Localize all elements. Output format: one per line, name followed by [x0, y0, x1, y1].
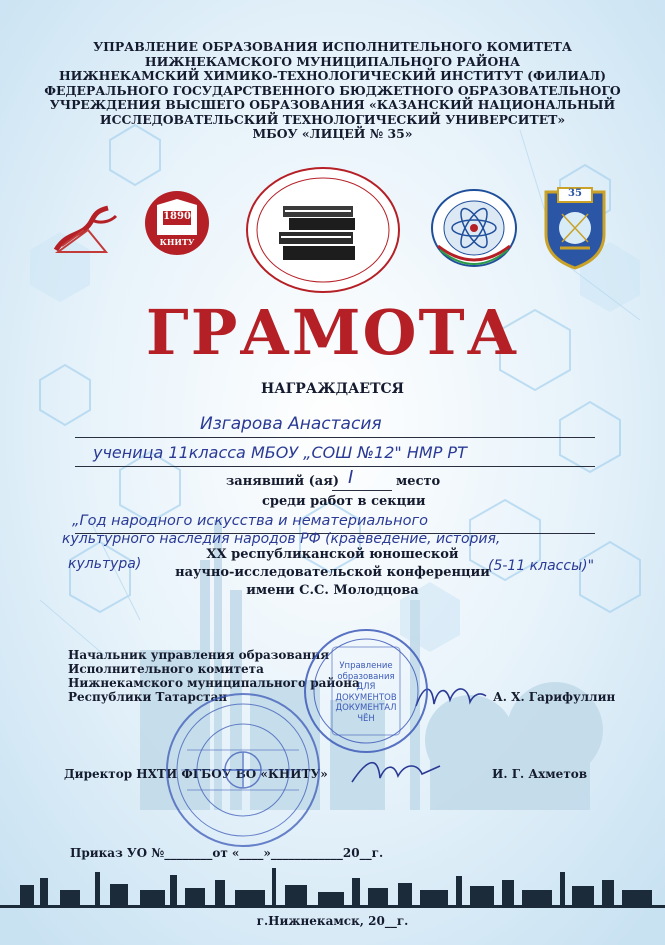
lyceum-logo: [540, 184, 610, 270]
books-icon: [279, 206, 355, 260]
awarded-label: НАГРАЖДАЕТСЯ: [260, 381, 405, 397]
stamp-line: ДЛЯ: [356, 682, 376, 692]
knitu-logo: [143, 189, 211, 257]
place-prefix: занявший (ая): [226, 474, 339, 489]
education-department-logo: [48, 190, 123, 260]
name-underline: [75, 437, 595, 438]
issuer-header: [20, 40, 645, 142]
knitu-year: 1890: [163, 211, 191, 222]
header-line: УПРАВЛЕНИЕ ОБРАЗОВАНИЯ ИСПОЛНИТЕЛЬНОГО КОМИТЕТА: [93, 39, 572, 54]
knitu-name: КНИТУ: [159, 237, 195, 247]
header-line: ФЕДЕРАЛЬНОГО ГОСУДАРСТВЕННОГО БЮДЖЕТНОГО ОБРАЗОВАТЕЛЬНОГО: [44, 82, 621, 98]
chemistry-institute-logo: [430, 188, 518, 268]
lyceum-number: 35: [568, 188, 582, 199]
stamp-line: Управление: [339, 661, 393, 671]
conference-line-3: имени С.С. Молодцова: [246, 583, 419, 598]
stamp-line: ДОКУМЕНТОВ: [335, 692, 397, 703]
conference-logo: [243, 166, 403, 294]
conference-line-1: XX республиканской юношеской: [206, 547, 459, 562]
position-line: Республики Татарстан: [68, 690, 228, 704]
section-label: среди работ в секции: [262, 494, 426, 509]
signature-2: [348, 752, 444, 788]
stamp-line: образования: [337, 671, 395, 682]
section-line-1: „Год народного искусства и нематериального: [72, 513, 428, 529]
certificate-title: ГРАМОТА: [145, 296, 520, 369]
order-line: Приказ УО №________от «____»____________20__г.: [70, 846, 384, 860]
section-line-3: культура): [68, 556, 142, 572]
position-line: Исполнительного комитета: [68, 662, 264, 676]
section-line-2: культурного наследия народов РФ (краеведение, история,: [62, 531, 501, 547]
header-line: УЧРЕЖДЕНИЯ ВЫСШЕГО ОБРАЗОВАНИЯ «КАЗАНСКИЙ НАЦИОНАЛЬНЫЙ: [49, 97, 616, 112]
stamp-line: ДОКУМЕНТАЛ: [335, 703, 397, 713]
header-line: МБОУ «ЛИЦЕЙ № 35»: [252, 126, 413, 141]
signatory-1-name: А. Х. Гарифуллин: [493, 690, 616, 704]
conference-line-2: научно-исследовательской конференции: [175, 565, 490, 580]
details-underline: [75, 466, 595, 467]
signatory-2-name: И. Г. Ахметов: [492, 767, 588, 781]
place-underline: [332, 490, 392, 491]
section-line-4: (5-11 классы)": [488, 558, 595, 574]
header-line: НИЖНЕКАМСКИЙ ХИМИКО-ТЕХНОЛОГИЧЕСКИЙ ИНСТИТУТ (ФИЛИАЛ): [58, 68, 607, 83]
header-line: НИЖНЕКАМСКОГО МУНИЦИПАЛЬНОГО РАЙОНА: [144, 53, 521, 69]
conference-emblem: [243, 166, 403, 294]
place-value: I: [348, 467, 354, 488]
signatory-2-position: Директор НХТИ ФГБОУ ВО «КНИТУ»: [64, 767, 328, 781]
position-line: Нижнекамского муниципального района: [68, 676, 360, 690]
recipient-details: ученица 11класса МБОУ „СОШ №12" НМР РТ: [93, 443, 467, 462]
place-suffix: место: [396, 474, 441, 489]
city-date: г.Нижнекамск, 20__г.: [256, 914, 409, 928]
header-line: ИССЛЕДОВАТЕЛЬСКИЙ ТЕХНОЛОГИЧЕСКИЙ УНИВЕРСИТЕТ»: [99, 111, 566, 127]
stamp-line: ЧЁН: [357, 713, 375, 724]
official-stamp-institute: [163, 690, 323, 850]
position-line: Начальник управления образования: [68, 648, 330, 662]
recipient-name: Изгарова Анастасия: [200, 414, 382, 434]
